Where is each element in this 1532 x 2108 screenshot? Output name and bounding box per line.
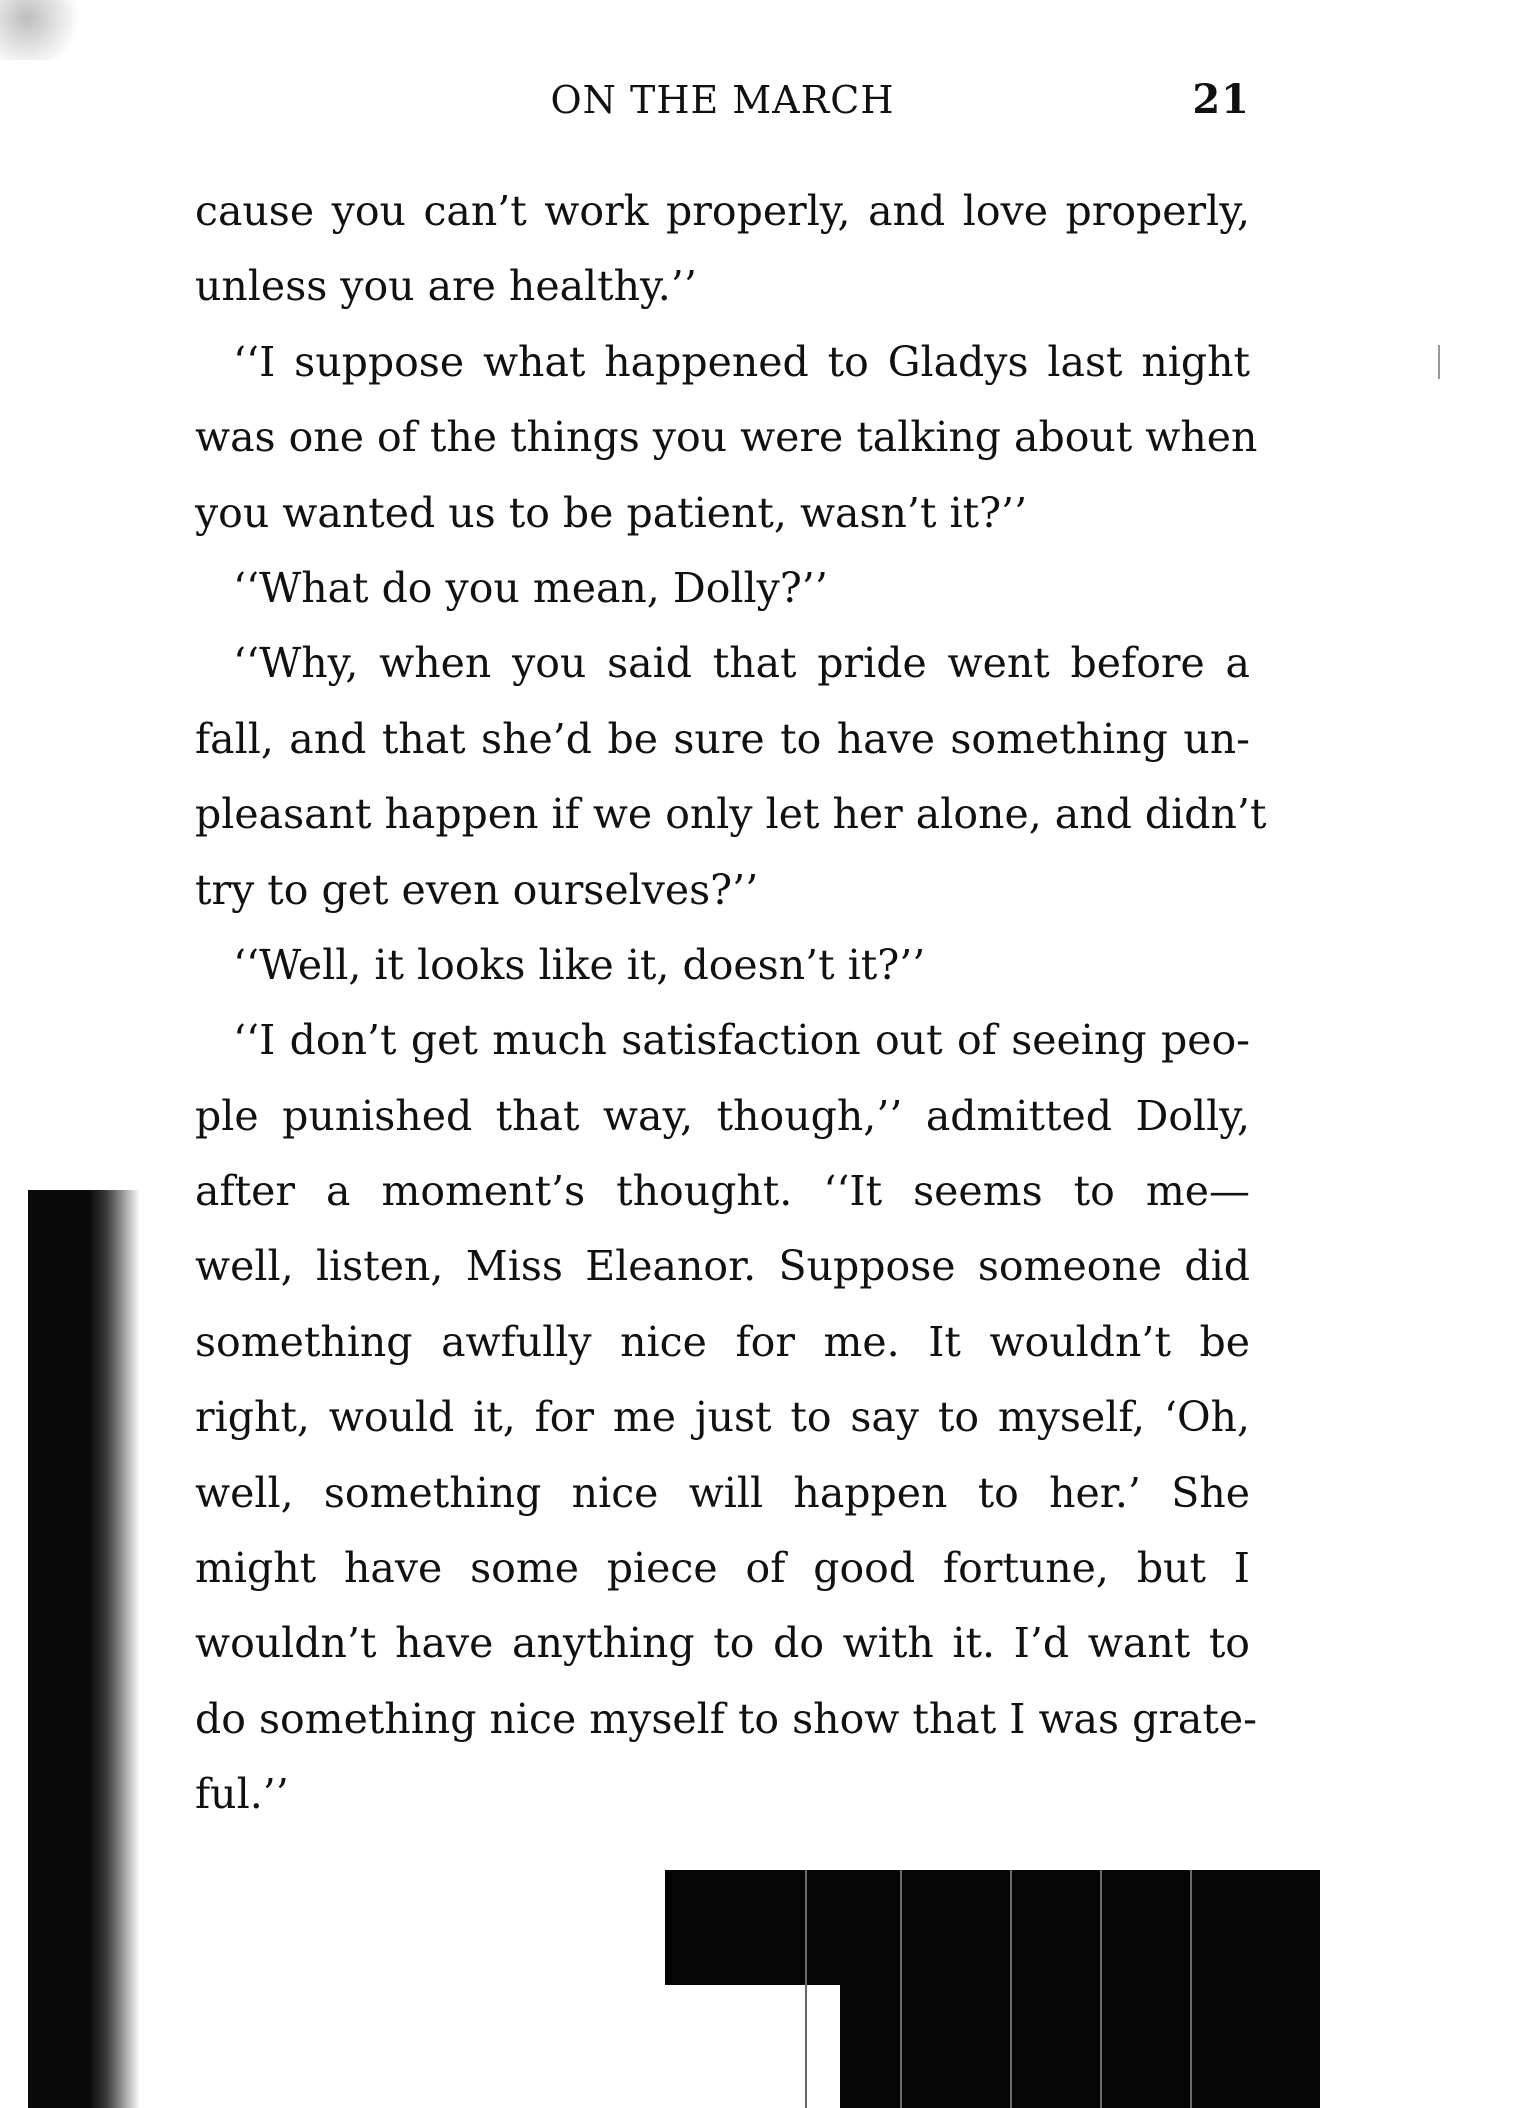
running-title: ON THE MARCH [550,78,895,122]
text-line: something awfully nice for me. It wouldn’t be [195,1317,1250,1366]
scan-shadow-left [28,1190,140,2108]
text-line: might have some piece of good fortune, but I [195,1544,1250,1593]
scan-streak [1100,1870,1102,2108]
text-line: cause you can’t work properly, and love properly, [195,187,1250,235]
scan-speck [0,0,90,60]
scan-streak [1190,1870,1192,2108]
text-line: do something nice myself to show that I was grate- [195,1694,1257,1743]
text-line: ‘‘Well, it looks like it, doesn’t it?’’ [233,940,926,989]
body-text [195,174,1267,1833]
text-line: well, listen, Miss Eleanor. Suppose someone did [195,1242,1250,1291]
text-line: wouldn’t have anything to do with it. I’d want to [195,1619,1250,1668]
text-line: ful.’’ [195,1770,289,1819]
text-line: unless you are healthy.’’ [195,262,697,311]
text-line: ‘‘Why, when you said that pride went before a [233,639,1250,688]
text-line: was one of the things you were talking about when [195,413,1258,462]
scan-streak [900,1870,902,2108]
text-line: after a moment’s thought. ‘‘It seems to me— [195,1167,1250,1216]
running-head [195,72,1250,132]
scan-shadow-notch [665,1985,840,2108]
text-line: well, something nice will happen to her.’ She [195,1468,1250,1517]
text-line: ‘‘I suppose what happened to Gladys last night [233,337,1250,386]
text-line: ‘‘I don’t get much satisfaction out of seeing peo- [233,1016,1250,1065]
text-line: ple punished that way, though,’’ admitted Dolly, [195,1091,1250,1140]
text-line: right, would it, for me just to say to myself, ‘Oh, [195,1393,1250,1442]
text-line: ‘‘What do you mean, Dolly?’’ [233,563,828,612]
scan-streak [1010,1870,1012,2108]
scan-edge-mark [1438,345,1440,379]
text-line: try to get even ourselves?’’ [195,865,759,914]
scan-streak [805,1870,807,2108]
page-number: 21 [1192,76,1250,123]
text-line: pleasant happen if we only let her alone, and didn’t [195,790,1267,839]
text-line: you wanted us to be patient, wasn’t it?’’ [195,488,1028,537]
text-line: fall, and that she’d be sure to have something un- [195,714,1250,763]
